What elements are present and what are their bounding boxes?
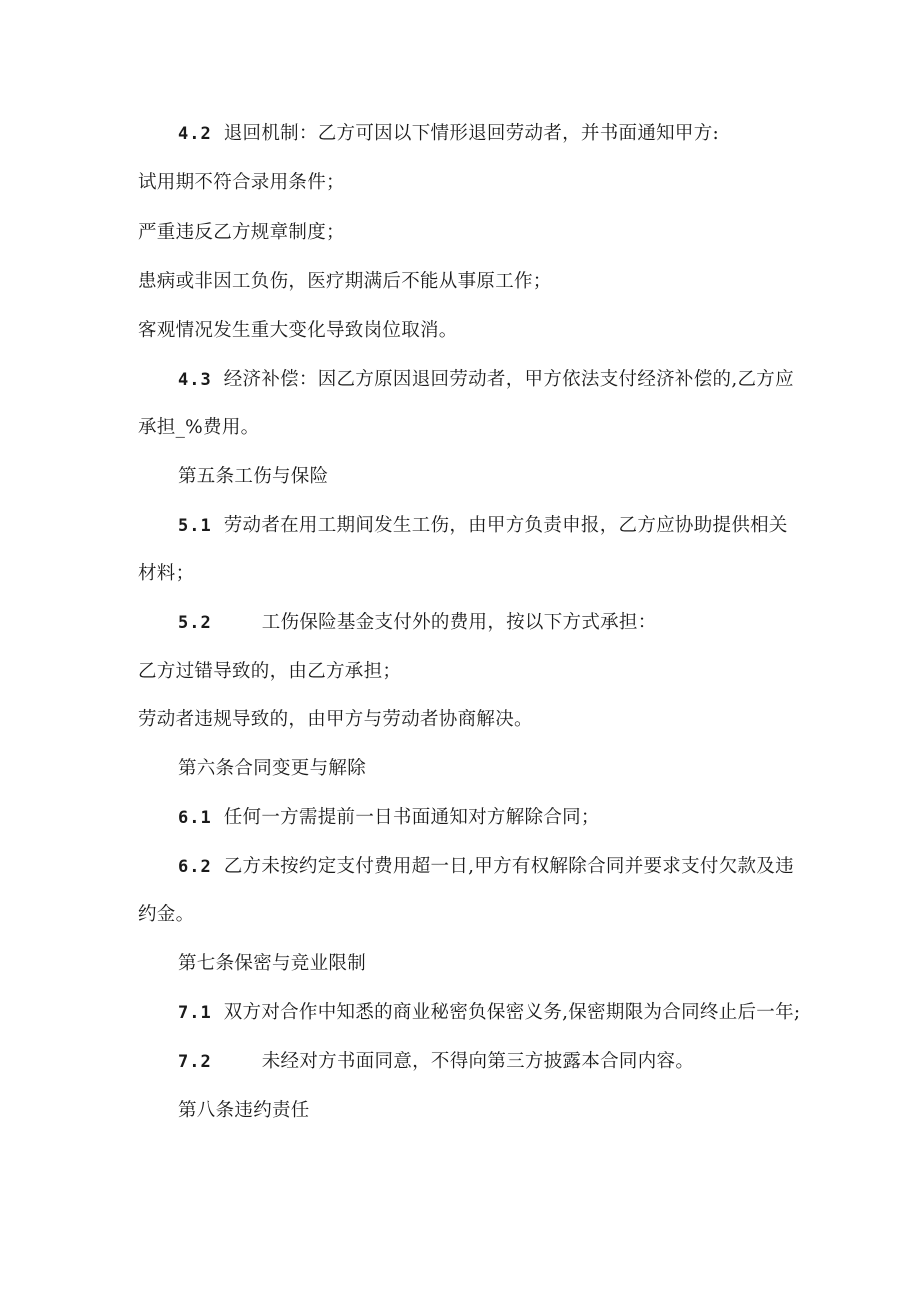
clause-number: 7.2 bbox=[178, 1052, 212, 1072]
clause-7-2 bbox=[178, 1050, 694, 1074]
article-5-title: 第五条工伤与保险 bbox=[178, 466, 329, 487]
clause-6-2 bbox=[178, 855, 794, 879]
clause-4-3 bbox=[178, 368, 794, 392]
list-item: 客观情况发生重大变化导致岗位取消。 bbox=[138, 320, 458, 341]
list-item: 严重违反乙方规章制度； bbox=[138, 222, 345, 243]
clause-4-2 bbox=[178, 122, 719, 146]
article-6-title: 第六条合同变更与解除 bbox=[178, 758, 367, 779]
clause-5-1 bbox=[178, 514, 788, 538]
clause-number: 4.2 bbox=[178, 124, 212, 144]
article-7-title: 第七条保密与竞业限制 bbox=[178, 953, 367, 974]
list-item: 乙方过错导致的，由乙方承担； bbox=[138, 661, 402, 682]
clause-6-2-continuation: 约金。 bbox=[138, 904, 195, 925]
list-item: 患病或非因工负伤，医疗期满后不能从事原工作； bbox=[138, 271, 552, 292]
clause-5-1-continuation: 材料； bbox=[138, 563, 195, 584]
clause-text: 经济补偿：因乙方原因退回劳动者，甲方依法支付经济补偿的,乙方应 bbox=[223, 369, 794, 390]
clause-text: 退回机制：乙方可因以下情形退回劳动者，并书面通知甲方: bbox=[223, 123, 720, 144]
clause-text: 乙方未按约定支付费用超一日,甲方有权解除合同并要求支付欠款及违 bbox=[223, 856, 794, 877]
list-item: 劳动者违规导致的，由甲方与劳动者协商解决。 bbox=[138, 709, 533, 730]
clause-text: 劳动者在用工期间发生工伤，由甲方负责申报，乙方应协助提供相关 bbox=[223, 515, 788, 536]
list-item: 试用期不符合录用条件； bbox=[138, 172, 345, 193]
clause-text: 工伤保险基金支付外的费用，按以下方式承担： bbox=[261, 612, 657, 633]
clause-number: 5.1 bbox=[178, 516, 212, 536]
clause-7-1 bbox=[178, 1001, 800, 1025]
clause-number: 6.2 bbox=[178, 857, 212, 877]
clause-number: 4.3 bbox=[178, 370, 212, 390]
clause-number: 5.2 bbox=[178, 613, 212, 633]
article-8-title: 第八条违约责任 bbox=[178, 1100, 310, 1121]
clause-number: 6.1 bbox=[178, 808, 212, 828]
clause-text: 双方对合作中知悉的商业秘密负保密义务,保密期限为合同终止后一年; bbox=[223, 1002, 801, 1023]
clause-6-1 bbox=[178, 806, 600, 830]
clause-number: 7.1 bbox=[178, 1003, 212, 1023]
clause-text: 任何一方需提前一日书面通知对方解除合同； bbox=[223, 807, 600, 828]
clause-5-2 bbox=[178, 611, 657, 635]
clause-4-3-continuation: 承担_%费用。 bbox=[138, 417, 260, 438]
clause-text: 未经对方书面同意，不得向第三方披露本合同内容。 bbox=[261, 1051, 695, 1072]
